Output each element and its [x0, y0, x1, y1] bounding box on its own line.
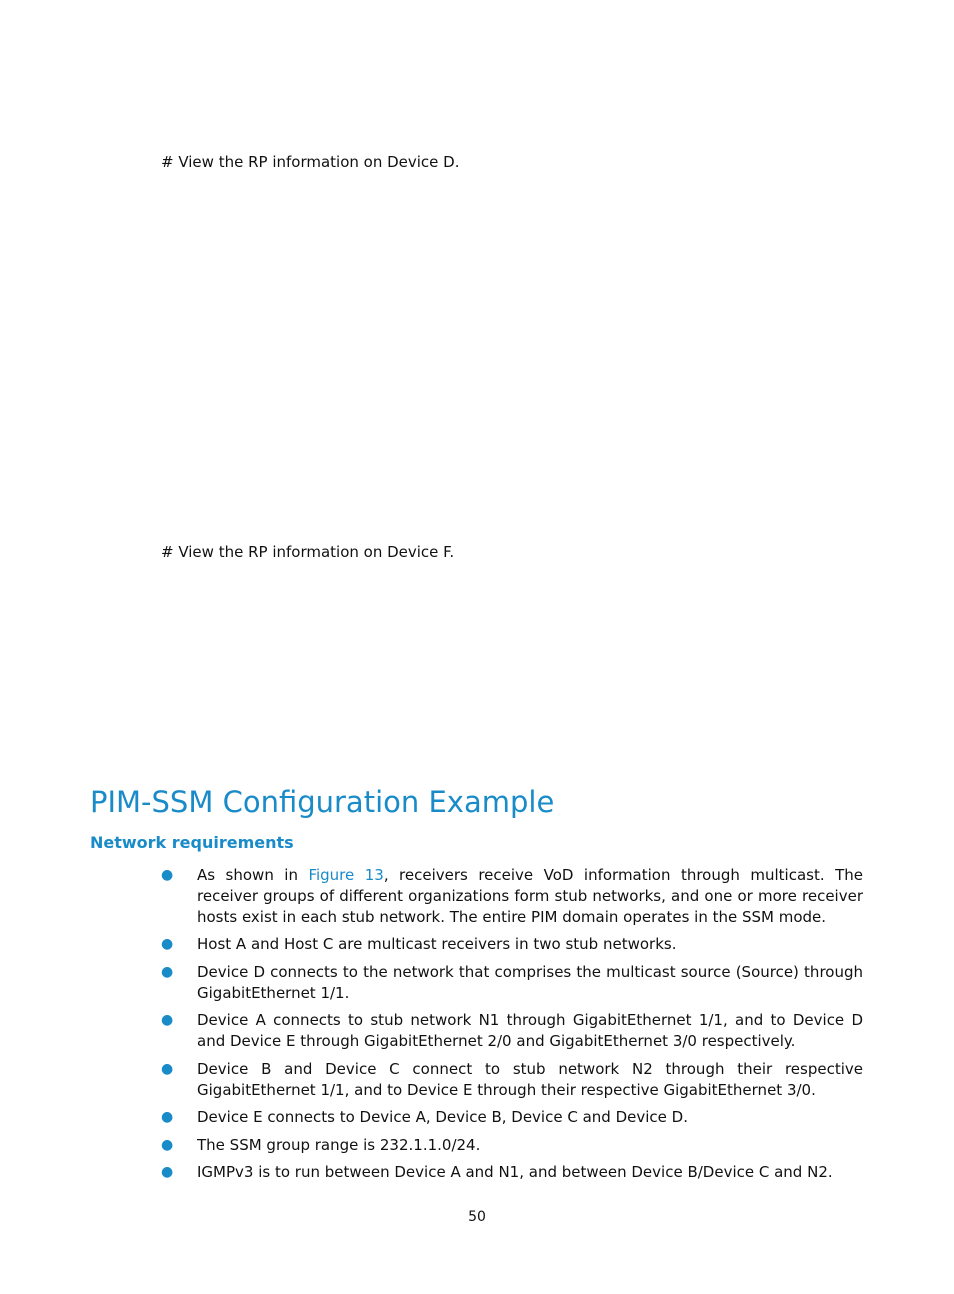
bullet-icon: ● [161, 1137, 174, 1153]
list-item-text: IGMPv3 is to run between Device A and N1, and between Device B/Device C and N2. [197, 1163, 833, 1181]
view-rp-device-d-note: # View the RP information on Device D. [161, 153, 460, 171]
section-title: PIM-SSM Configuration Example [90, 785, 555, 819]
subsection-title: Network requirements [90, 833, 294, 852]
bullet-icon: ● [161, 964, 174, 980]
list-item-text: Device E connects to Device A, Device B, Device C and Device D. [197, 1108, 688, 1126]
list-item-text-end: , receivers receive VoD information through multicast. The receiver groups of different organizations form stub networks, and one or more receiver hosts exist in each stub network. The entire PIM domain operates in the SSM mode. [197, 866, 863, 926]
bullet-icon: ● [161, 1012, 174, 1028]
page-number: 50 [468, 1209, 486, 1225]
list-item-text [197, 865, 863, 928]
bullet-icon: ● [161, 1164, 174, 1180]
bullet-icon: ● [161, 1061, 174, 1077]
figure-13-link[interactable]: Figure 13 [308, 866, 384, 884]
list-item-text: The SSM group range is 232.1.1.0/24. [197, 1136, 481, 1154]
list-item-text-start: As shown in [197, 866, 309, 884]
bullet-icon: ● [161, 867, 174, 883]
list-item-text: Device D connects to the network that comprises the multicast source (Source) through GigabitEthernet 1/1. [197, 963, 863, 1002]
list-item-text: Device A connects to stub network N1 through GigabitEthernet 1/1, and to Device D and Device E through GigabitEthernet 2/0 and GigabitEthernet 3/0 respectively. [197, 1011, 863, 1050]
bullet-icon: ● [161, 936, 174, 952]
list-item-text: Host A and Host C are multicast receivers in two stub networks. [197, 935, 677, 953]
list-item-text: Device B and Device C connect to stub network N2 through their respective GigabitEthernet 1/1, and to Device E through their respective GigabitEthernet 3/0. [197, 1060, 863, 1099]
bullet-icon: ● [161, 1109, 174, 1125]
view-rp-device-f-note: # View the RP information on Device F. [161, 543, 455, 561]
